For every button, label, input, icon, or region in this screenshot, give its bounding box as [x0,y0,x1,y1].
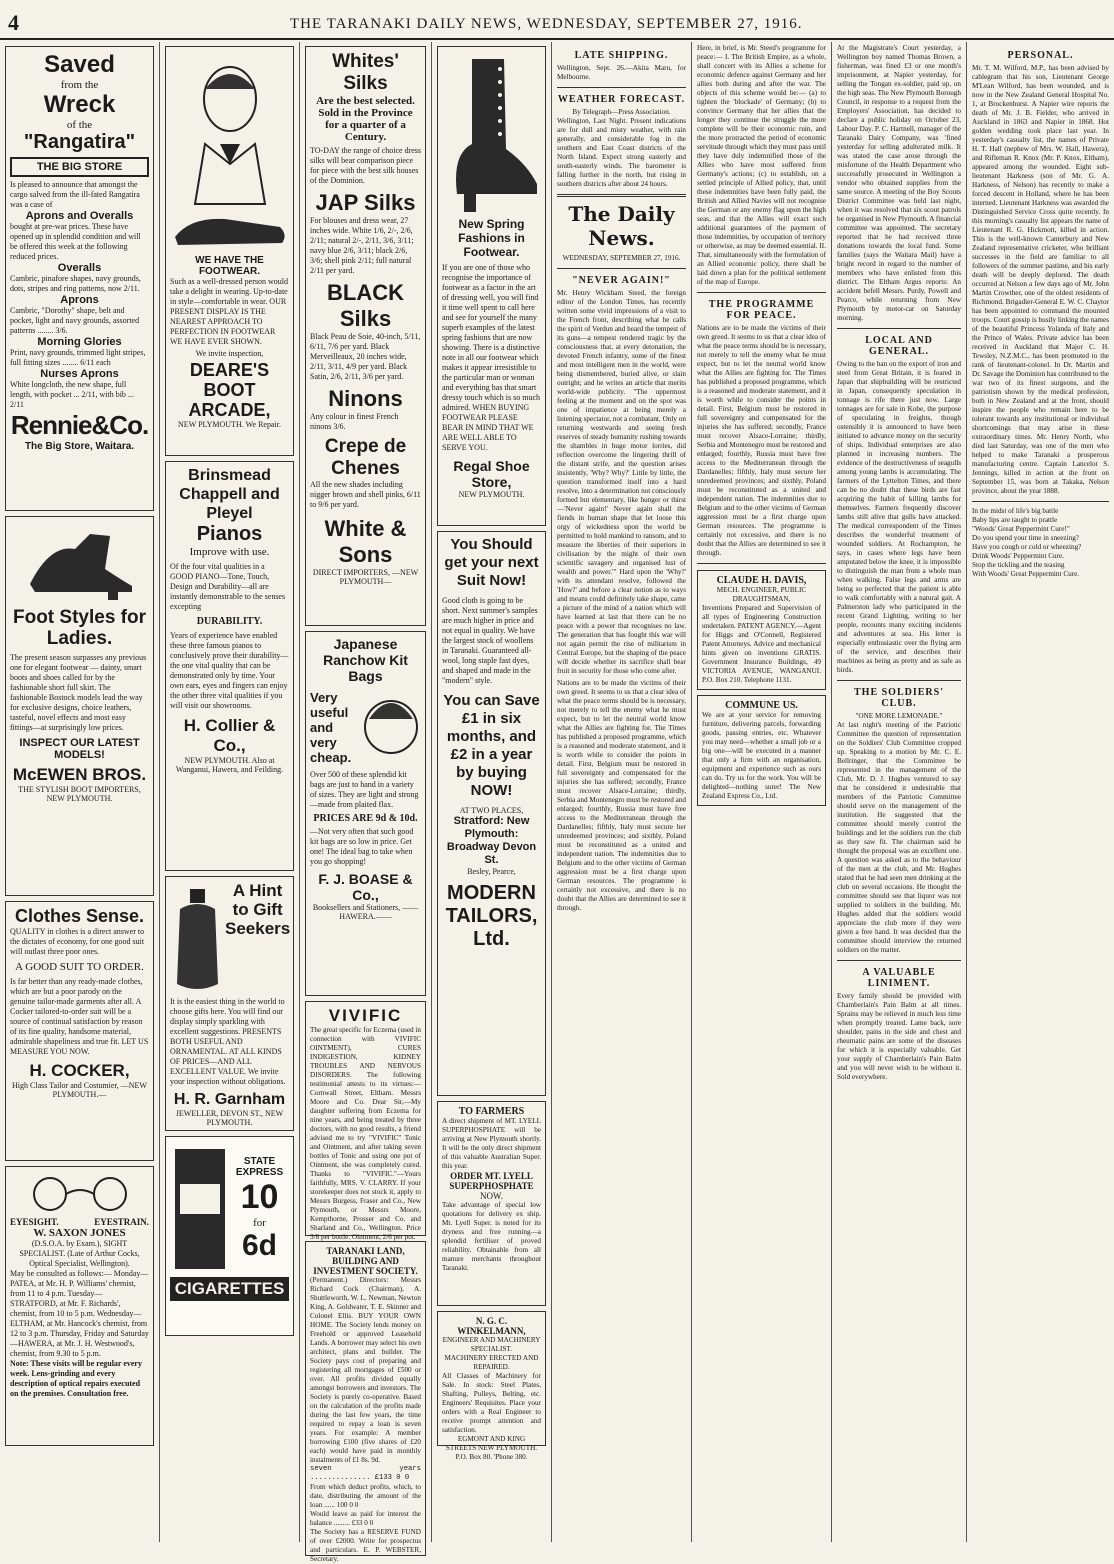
taranaki-land-ad [305,1241,426,1563]
rhyme-line: Do you spend your time in sneezing? [972,534,1079,542]
rennie-ad [5,46,154,511]
peace-programme-body: Nations are to be made the victims of their own greed. It seems to us that a clear idea of what the peace terms should be is necessary, not merely to tell the enemy what he must expect, but to let the neutral world know what the Allies are fighting for. The Times has published a proposed programme, which is a reasoned and moderate statement, and it is worth while to consider the points in detail. First, Belgium must be restored in full sovereignty and compensated for the injuries she has suffered; secondly, France must recover Alsace-Lorraine; thirdly, Serbia and Montenegro must be restored and enlarged; fourthly, Russia must have free access to the Mediterranean through the Dardanelles; fifthly, Italy must secure her unredeemed provinces; and sixthly, Poland must be reconstituted as a united and independent nation. The indemnities due to Belgium and to the other victims of German aggression must be a first charge upon German resources. The programme is certainly not excessive, and there is no doubt that the Allies are determined to see it through. [697,324,826,557]
state-express-brand: STATE EXPRESS [235,1155,284,1178]
davis-body: Inventions Prepared and Supervision of all types of Engineering Construction undertaken. PATENT AGENCY.—Agent for Higgs and O'Connell, Registered Patent Attorneys. Advice and mechanical hints given on inventions GRATIS. Government Insurance Buildings, 49 VICTORIA AVENUE, WANGANUI. P.O. Box 210. Telephone 1131. [702,604,821,684]
peace-lead-body: Here, in brief, is Mr. Steed's programme for peace:— I. The British Empire, as a whole, shall concert with its Allies a scheme for economic defence against Germany and her allies both during and after the war. The objects of this scheme would be:— (a) to tighten the 'blockade' of Germany; (b) to convince Germany that her allies that the longer they continue the struggle the more complete will be their economic ruin, and the more protracted the period of economic servitude through which they must pass until they have duly indemnified those of the Allies who have most suffered from Germany's actions; (c) to establish, on a settled principle of Allied policy, that, until these indemnities have been fully paid, the British and Allied Navies will not recognise the German or any enemy flag upon the high seas, and that the Allies will exact such additional guarantees of the payment of those indemnities, by occupation of territory or otherwise, as may be deemed essential. II. That, simultaneously with the formulation of an Allied economic policy, there shall be laid down a plan for the political settlement of the map of Europe. [697,44,826,286]
taranaki-land-paid: Would leave as paid for interest the balance ......... £33 0 0 [310,1510,421,1527]
rennie-h1: Aprons and Overalls [25,210,134,222]
whites-body: Are the best selected. Sold in the Province for a quarter of a Century. [316,95,415,143]
column-1 [0,42,160,1542]
vivific-ad [305,1001,426,1241]
commune-body: We are at your service for removing furniture, delivering parcels, forwarding goods, passing entries, etc. Whatever you may need—whether a small job or a big one—will be executed in a manner that only a firm with an organisation, equipment and experience such as ours can do. Try us for the work. You will be delighted—nothing surer! The New Zealand Express Co., Ltd. [702,711,821,800]
taranaki-land-title: TARANAKI LAND, BUILDING AND INVESTMENT SOCIETY. [313,1246,418,1276]
whites-jap: JAP Silks [315,190,416,215]
rennie-p3: Cambric, "Dorothy" shape, belt and pocket, light and navy grounds, assorted patterns ........ 3/6. [10,306,140,335]
taranaki-land-body: (Permanent.) Directors: Messrs Richard Cock (Chairman), A. Shuttleworth, W. L. Newman, Newton King, A. Goldwater, T. E. Skinner and Colonel Ellis. BUY YOUR OWN HOME. The Society lends money on Freehold or approved Leasehold Lands. A borrower may select his own architect, plans and builder. The Society pays cost of preparing and registering all mortgages of £500 or over. All profits divided equally amongst borrowers and investors. The Society is purely co-operative. Based on the calculation of the profits made during the last few years, the time required to repay a loan is seven years. For example: A member borrowing £100 (five shares of £20 each) would have paid in monthly instalments of £1 8s. 9d. [310,1276,421,1464]
rennie-from: from the [60,79,99,91]
jones-sub: (D.S.O.A. by Exam.), SIGHT SPECIALIST. (Late of Arthur Cocks, Optical Specialist, Wellington). [19,1239,140,1268]
column-5 [552,42,692,1542]
personal-heading: PERSONAL. [1007,50,1074,61]
late-shipping-body: Wellington, Sept. 26.—Akita Maru, for Melbourne. [557,64,686,81]
mcewen-title: Foot Styles for Ladies. [12,607,146,649]
ranchow-body: Over 500 of these splendid kit bags are just to hand in a variety of sizes. They are light and strong—made from plaited flax. [310,770,419,809]
brinsmead-ad [165,461,294,871]
weather-body: Wellington, Last Night. Present indications are for dull and misty weather, with rain generally, and considerable fog in the southern and East Coast districts of the North Island. Expect strong easterly and south-easterly winds. The barometer is falling further in the north, but rising in southern districts after about 24 hours. [557,117,686,188]
ranchow-prices: PRICES ARE 9d & 10d. [313,813,418,824]
whites-brand: White & Sons [324,516,407,567]
whites-crepe: Crepe de Chenes [324,436,407,479]
daily-news-title: The Daily News. [568,202,675,250]
state-express-ad [165,1136,294,1336]
ranchow-ad [305,631,426,996]
whites-jap-body: For blouses and dress wear, 27 inches wide. White 1/6, 2/-, 2/6, 2/11; natural 2/-, 2/11, 3/6, 3/11; navy blue 2/6, 3/11; black 2/6, 3/6; shell pink 2/11; full natural 2/11 per yard. [310,216,414,275]
modern-tailors-ad [437,531,546,1096]
brinsmead-brand: H. Collier & Co., [183,716,276,755]
peace-programme-heading: THE PROGRAMME FOR PEACE. [708,299,815,321]
garnham-ad [165,876,294,1131]
jones-note: Note: These visits will be regular every week. Lens-grinding and every description of optical repairs executed on the premises. Consultation free. [10,1359,142,1398]
deare-ad [165,46,294,456]
winkelmann-addr: EGMONT AND KING STREETS NEW PLYMOUTH. [445,1435,538,1452]
rhyme-line: In the midst of life's big battle [972,507,1059,515]
rennie-brand: Rennie&Co. [10,410,149,440]
cocker-ad [5,901,154,1161]
ranchow-body2: —Not very often that such good kit bags are so low in price. Get one! The ideal bag to take when you go shopping! [310,827,414,866]
soldiers-club-sub: "ONE MORE LEMONADE." [855,712,943,720]
commune-title: COMMUNE US. [725,700,798,711]
masthead [0,0,1114,40]
woman-portrait-illustration [361,687,421,767]
late-shipping-heading: LATE SHIPPING. [574,50,669,61]
weather-heading: WEATHER FORECAST. [557,94,686,105]
spectacles-illustration [15,1174,145,1214]
commune-ad [697,695,826,806]
rhyme-line: Baby lips are taught to prattle [972,516,1058,524]
brinsmead-sub: NEW PLYMOUTH. Also at Wanganui, Hawera, and Feilding. [175,756,284,774]
davis-sub: MECH. ENGINEER, PUBLIC DRAUGHTSMAN, [716,586,807,603]
rennie-h4: Morning Glories [37,336,122,348]
cocker-body: QUALITY in clothes is a direct answer to the dictates of economy, for one good suit will outlast three poor ones. [10,927,145,956]
soldiers-club-body: At last night's meeting of the Patriotic Committee the question of representation on the Soldiers' Club Committee cropped up. Speaking to a motion by Mr. C. E. Bellringer, that the Committee be represented in the management of the Club, Mr. D. J. Hughes ventured to say that he considered it undesirable that members of the Patriotic Committee should serve on the management of the institution. He suggested that the committee should merely control the buildings and let the soldiers run the club as they saw fit. The chairman said he thought the proposal was an excellent one. A question was asked as to the behaviour of the men at the club, and Mr. Hughes stated that he had seen men drinking at the club on several occasions. He thought the committee should see that liquor was not supplied to soldiers in the building. Mr. Hughes added that the soldiers would appreciate the club more if they were given a free hand. It was decided that the committee should interview the returned soldiers on the matter. [837,721,961,954]
vivific-title: VIVIFIC [328,1006,403,1025]
whites-silks: Whites' Silks [332,51,399,94]
davis-ad [697,570,826,690]
whites-ninons-body: Any colour in finest French ninons 3/6. [310,412,399,431]
deare-brand: DEARE'S BOOT ARCADE, [188,360,271,420]
ranchow-brand: F. J. BOASE & Co., [318,871,413,903]
column-4 [432,42,552,1542]
lyell-ad [437,1101,546,1306]
mcewen-inspect: INSPECT OUR LATEST MODELS! [19,737,140,761]
ladies-shoe-illustration [20,524,140,604]
never-again-heading: "NEVER AGAIN!" [572,275,671,286]
tailors-two: AT TWO PLACES, [459,806,524,815]
state-express-for: for [253,1216,266,1229]
local-general-body: Owing to the ban on the export of iron and steel from Great Britain, it is feared in Japan that shipbuilding will be restricted in Japan, consequently speculation in tonnage is rife there just now. Large tonnages are for sale in Kobe, the purpose of speculating in freights, though ostensibly it is announced to have been initiated to advance money on the security of ships. Individual enterprises are also planned in increasing numbers. The evidence of the destructiveness of seagulls among young lambs is accumulating. The farmers of the Lyttelton Times, and there can be no doubt that these birds are fast acquiring the habit of killing lambs for themselves. Farmers frequently discover lambs still alive that gulls have attacked. The medical correspondent of the Times describes the wonderful treatment of wounded soldiers. At Rochampton, he says, in cases where legs have been amputated below the knee, it is impossible to distinguish the man from a whole man when walking. False legs and arms are being so perfected that the patient is able to walk comfortably with a natural gait. A Palmerston lady who participated in the recent Grand Lighting, writing to her people, recounts many exciting incidents and adventures at sea. His letter is especially enthusiastic over the flying arm of the service, and describes their machines as being as pretty and as safe as birds. [837,360,961,674]
lyell-now: NOW. [480,1191,503,1201]
rhyme-line: "Woods' Great Peppermint Cure!" [972,525,1070,533]
vivific-body: The great specific for Eczema (used in connection with VIVIFIC OINTMENT), CURES INDIGESTION, KIDNEY TROUBLES AND NERVOUS DISORDERS. The following testimonial attests to its virtues:— Cornwall Street, Eltham. Messrs Moore and Co. Dear Sir,—My daughter suffering from Eczema for nine years, and being treated by three doctors, with no good results, a friend advised me to try "VIVIFIC" Tonic and Ointment, and after taking seven bottles of Tonic and using one pot of Ointment, she was completely cured. Thanks to "VIVIFIC."—Yours faithfully, MRS. V. CLARRY. If your storekeeper does not stock it, apply to Messrs Burgess, Fraser and Co., New Plymouth, or Messrs Moore, Kempthorne, Prosser and Co. and Sharland and Co., Wellington. Price 3/6 per bottle. Ointment, 2/6 per pot. [310,1026,421,1241]
winkelmann-ad [437,1311,546,1461]
whites-ad [305,46,426,626]
tailors-managers: Besley, Pearce, [467,867,516,876]
tailors-head: You Should get your next Suit Now! [444,536,539,589]
column-3 [300,42,432,1563]
cocker-sub: High Class Tailor and Costumier, —NEW PLYMOUTH.— [12,1081,147,1099]
ranchow-sub: Booksellers and Stationers, ——HAWERA.—— [312,903,419,921]
never-again-body: Mr. Henry Wickham Steed, the foreign editor of the London Times, has recently written some vivid impressions of a visit to the French front, describing what he calls the spirit of Verdun and heard the tempest of its guns—a tempest rendered tragic by the consciousness that, at every detonation, the devoted French infantry, some of the finest and most intelligent men in the world, were being dismembered, buried alive, or slain outright; and he writes an article that merits world-wide publicity. "The uppermost feeling at the moment and on the spot was one of impatience at being merely a listening spectator, not a combatant. Only on returning westwards and seeing fresh reserves of steady humanity rushing towards the shambles in huge motor lorries, did reflection overcome the lingering thrill of the distant strife, and the question arises insistently, 'Why? Why?' Little by little, the question transformed itself into a hard resolve, into a determination not consciously formed but elementary, like hunger or thirst—'Never again!' Never again shall the fiends in human shape that let loose this orgy of wickedness upon the world be permitted to hold mankind to ransom, and to measure the liberties of their superiors in civilisation by the might of their own scientific savagery and organised lust of wealth and power.'" Hard upon the 'Why?' with its attendant resolve, followed the 'How?' and before a clear notion as to ways and means could definitely take shape, came a picture of the mind of a nation which will have learned at last that there can be no peace with a power that recognises no law. The generation that has fought this war will not again permit the rise of militarism in Central Europe, but the shaping of the peace will decide whether its sacrifice shall bear fruit in security for those who come after. [557,289,686,675]
column-2 [160,42,300,1542]
rennie-footer: The Big Store, Waitara. [24,441,135,452]
ladies-boot-illustration [442,54,542,214]
issue-date: WEDNESDAY, SEPTEMBER 27, 1916. [562,254,681,262]
state-express-price: 6d [241,1228,277,1262]
tailors-brand: MODERN TAILORS, Ltd. [445,882,538,950]
mcewen-brand: McEWEN BROS. [12,765,147,784]
brinsmead-pianos: Pianos [196,523,263,545]
whites-sub: DIRECT IMPORTERS, —NEW PLYMOUTH— [312,568,419,586]
brinsmead-improve: Improve with use. [189,546,270,558]
personal-body: Mr. T. M. Wilford, M.P., has been advised by cablegram that his son, Lieutenant George M'Lean Wilford, has been wounded, and is now in the New Zealand General Hospital No. 1, at Brockenhurst. A Napier wire reports the death of Mr. J. B. Fielder, who arrived in Auckland in 1863 and Napier in 1868. Hot golden wedding took place last year. In yesterday's casualty list, the names of Private H. T. Hall (nephew of Mrs. W. Hall, Hawera), and Rifleman R. Knox (Mr. P. Knox, Eltham), appeared among the wounded. Eight sub-lieutenant Harkness (son of Mr. G. A. Harkness, of Nelson) has recently to make a forced descent in Holland, where he has been interned. Lieutenant Harkness was awarded the Distinguished Service Cross quite recently. In this morning's casualty list appears the name of Lieutenant R. G. Hickmott, killed in action. This is the well-known Canterbury and New Zealand representative cricketer, who brilliant successes in the field are familiar to all followers of the summer pastime, and his early death will be deeply deplored. The death occurred at Nelson a few days ago of Mr. John Martin Crowther, one of the oldest residents of Richmond. Brigadier-General E. W. C. Chaytor has been appointed to command the mounted troops. Court gossip is busily linking the names of the beautiful Princess Yolanda of Italy and the Prince of Wales. Private advice has been received in Auckland that Major C. H. Tewsley, N.Z.M.C., has been promoted to the rank of lieutenant-colonel. In Dr. Martin and Dr. Savage the Dominion has contributed to the war two of its finest surgeons, and the patriotism shown by the medical profession, both in New Zealand and at the front, should inspire the people who remain here to be tolerant towards any institutional or individual shortcomings that may arise in these extraordinary times. Mr. Henry North, who died last Saturday, was one of the men who helped to make Taranaki a prosperous manufacturing centre. Captain Lancelot S. Jennings, killed in action at the front on September 15, was born at Takaka, Nelson province, about the year 1888. [972,64,1109,495]
tailors-places: Stratford: New Plymouth: Broadway Devon St. [446,815,537,866]
regal-ad [437,46,546,526]
ranchow-very: Very useful and very cheap. [310,689,352,765]
whites-crepe-body: All the new shades including nigger brown and shell pinks, 6/11 to 9/6 per yard. [310,480,421,509]
jones-eyestrain: EYESTRAIN. [94,1217,149,1227]
lyell-body2: Take advantage of special low quotations for delivery ex ship. Mt. Lyell Super. is noted for its dryness and free running—a splendid fertiliser of proved reliability. Obtainable from all manure merchants throughout Taranaki. [442,1201,541,1272]
cocker-title: Clothes Sense. [14,906,145,926]
deare-body: Such as a well-dressed person would take a delight in wearing. Up-to-date in style—comfortable in wear. OUR PRESENT DISPLAY IS THE NEAREST APPROACH TO PERFECTION IN FOOTWEAR WE HAVE EVER SHOWN. [170,277,288,346]
mcewen-sub: THE STYLISH BOOT IMPORTERS, NEW PLYMOUTH. [18,785,141,803]
deare-invite: We invite inspection, [195,349,264,358]
lyell-order: ORDER MT. LYELL [450,1171,533,1181]
cocker-good: A GOOD SUIT TO ORDER. [15,961,144,973]
rennie-p2: Cambric, pinafore shapes, navy grounds, dots, stripes and ring patterns, now 2/11. [10,274,141,293]
brinsmead-body2: Years of experience have enabled these three famous pianos to conclusively prove their durability—the one vital quality that can be demonstrated only by time. Your own ears, eyes and fingers can enjoy the other three vital qualities if you will visit our showrooms. [170,631,289,710]
mcewen-ad [5,516,154,896]
taranaki-land-seven: seven years .............. £133 0 0 [310,1465,421,1482]
winkelmann-name: N. G. C. WINKELMANN, [457,1316,526,1336]
tailors-save: You can Save £1 in six months, and £2 in a year by buying NOW! [443,692,540,799]
state-express-count: 10 [240,1177,279,1216]
brinsmead-dur: DURABILITY. [196,616,263,627]
rennie-of: of the [66,119,93,131]
whites-black-body: Black Peau de Soie, 40-inch, 5/11, 6/11, 7/6 per yard. Black Merveilleaux, 20 inches wide, 2/11, 3/11, 4/9 per yard. Black Satin, 2/6, 2/11, 3/6 per yard. [310,332,421,381]
jones-name: W. SAXON JONES [33,1227,126,1239]
whites-today: TO-DAY the range of choice dress silks will bear comparison piece for piece with the best silk houses of the Dominion. [310,146,422,185]
ranchow-title: Japanese Ranchow Kit Bags [323,636,408,684]
winkelmann-body: All Classes of Machinery for Sale. In stock: Steel Plates, Shafting, Pulleys, Belting, etc. Engineers' Requisites. Place your orders with a Real Engineer to receive prompt attention and satisfaction. [442,1372,541,1434]
cocker-body2: Is far better than any ready-made clothes, which are but a poor parody on the genuine tailor-made garments after all. A Cocker tailored-to-order suit will be a source of continual satisfaction by reason of its fine quality, handsome material, admirable shapeliness and true fit. LET US MEASURE YOU NOW. [10,977,149,1056]
rennie-h2: Overalls [57,262,102,274]
davis-name: CLAUDE H. DAVIS, [716,575,807,586]
brinsmead-title: Brinsmead Chappell and Pleyel [179,467,280,522]
rennie-banner: THE BIG STORE [10,157,149,177]
taranaki-land-reserve: The Society has a RESERVE FUND of over £2000. Write for prospectus and particulars. E. P. WEBSTER, Secretary. [310,1528,421,1563]
rennie-saved: Saved [44,51,115,78]
taranaki-land-from: From which deduct profits, which, to date, distributing the amount of the loan ...... 100 0 0 [310,1483,421,1509]
lyell-super: SUPERPHOSPHATE [449,1181,534,1191]
masthead-title: THE TARANAKI DAILY NEWS, WEDNESDAY, SEPTEMBER 27, 1916. [290,16,803,32]
regal-body: If you are one of those who recognise the importance of footwear as a factor in the art of dressing well, you will find it time well spent to call here and see for yourself the many superb examples of the latest spring fashions that are now showing. There is a distinctive note in all our footwear which makes it appear irresistible to the particular man or woman and everything has that smart dressy touch which is so much admired. WHEN BUYING FOOTWEAR PLEASE BEAR IN MIND THAT WE ARE WELL ABLE TO SERVE YOU. [442,263,540,452]
commentary-body: Nations are to be made the victims of their own greed. It seems to us that a clear idea of what the peace terms should be is necessary, not merely to tell the enemy what he must expect, but to let the neutral world know what the Allies are fighting for. The Times has published a proposed programme, which is a reasoned and moderate statement, and it is worth while to consider the points in detail. First, Belgium must be restored in full sovereignty and compensated for the injuries she has suffered; secondly, France must recover Alsace-Lorraine; thirdly, Serbia and Montenegro must be restored and enlarged; fourthly, Russia must have free access to the Mediterranean through the Dardanelles; fifthly, Italy must secure her unredeemed provinces; and sixthly, Poland must be reconstituted as a united and independent nation. The indemnities due to Belgium and to the other victims of German aggression must be a first charge upon German resources. The programme is certainly not excessive, and there is no doubt that the Allies are determined to see it through. [557,679,686,912]
rennie-p1: bought at pre-war prices. These have opened up in splendid condition and will be offered this week at the following reduced prices. [10,222,141,261]
jones-body: May be consulted as follows:— Monday—PATEA, at Mr. H. P. Williams' chemist, from 11 to 4 p.m. Tuesday—STRATFORD, at Mr. F. Richards', chemist, from 10 to 5 p.m. Wednesday—ELTHAM, at Mr. Hancock's chemist, from 12 to 3 p.m. Thursday, Friday and Saturday—HAWERA, at Mr. J. H. Westwood's, chemist, from 9.30 to 5 p.m. [10,1269,149,1358]
deare-head: WE HAVE THE FOOTWEAR. [195,255,264,277]
cigarette-pack-illustration [170,1144,230,1274]
perfume-bottle-illustration [170,884,225,994]
rhyme-line: Stop the tickling and the teasing [972,561,1065,569]
whites-black: BLACK Silks [327,280,404,331]
regal-sub: NEW PLYMOUTH. [458,490,525,499]
page-number: 4 [8,10,19,35]
lyell-title: TO FARMERS [458,1106,525,1117]
rhyme-line: With Woods' Great Peppermint Cure. [972,570,1080,578]
rennie-ship: "Rangatira" [23,131,136,153]
garnham-sub: JEWELLER, DEVON ST., NEW PLYMOUTH. [175,1109,284,1127]
state-express-word: CIGARETTES [170,1277,289,1301]
rhyme-line: Have you cough or cold or wheezing? [972,543,1082,551]
winkelmann-box: P.O. Box 80. 'Phone 380. [455,1453,528,1461]
rennie-h3: Aprons [60,294,99,306]
rhyme-line: Drink Woods' Peppermint Cure. [972,552,1065,560]
court-body: At the Magistrate's Court yesterday, a Wellington boy named Thomas Brown, a fisherman, was fined £3 or one month's imprisonment, at Napier yesterday, for selling the Tongan ex-soldier, paid up, on the high seas. The New Plymouth Borough Council, in response to a request from the Employers' Association, has decided to declare a public holiday on October 23, Labour Day. P. C. Hartnell, manager of the Taranaki Dairy Company, was 'fined yesterday for selling adulterated milk. It was stated the case arose through the misfortune of the Health Department who successfully prosecuted in Wellington a vendor who obtained supplies from the same source. A meeting of the Boy Scouts District Committee was held last night, when it was resolved that six scout patrols be organised in New Plymouth. A financial committee was appointed. The secretary reported that he had received three donations towards the local fund. Some families (says the Waitara Mail) have a bright record in regard to the number of members who have enlisted from this district. The Eltham Argus reports: An accident befell Messrs. Purdy, Powell and Pearce, while returning from New Plymouth by motor-car on Saturday morning. [837,44,961,322]
rennie-wreck: Wreck [43,91,116,118]
mcewen-body: The present season surpasses any previous one for elegant footwear — dainty, smart boots and shoes called for by the fashionable short full skirt. The fashionable Bostock models lead the way for exclusive designs, choice leathers, tasteful, novel effects and most easy fittings—at surprisingly low prices. [10,653,147,732]
cocker-brand: H. COCKER, [29,1061,130,1080]
rennie-intro: Is pleased to announce that amongst the cargo salved from the ill-fated Rangatira was a case of [10,180,140,209]
weather-byline: By Telegraph—Press Association. [572,108,671,116]
rennie-h5: Nurses Aprons [40,368,119,380]
local-general-heading: LOCAL AND GENERAL. [865,335,933,357]
regal-title: New Spring Fashions in Footwear. [458,217,525,259]
jones-eyesight: EYESIGHT. [10,1217,59,1227]
deare-sub: NEW PLYMOUTH. We Repair. [178,420,281,429]
soldiers-club-heading: THE SOLDIERS' CLUB. [854,687,944,709]
column-7 [832,42,967,1542]
jones-ad [5,1166,154,1446]
brinsmead-body: Of the four vital qualities in a GOOD PIANO—Tone, Touch, Design and Durability—all are instantly demonstrable to the senses excepting [170,562,286,611]
tailors-body: Good cloth is going to be short. Next summer's samples are much higher in price and not equal in quality. We have the largest stock of woollens in Taranaki. Guaranteed all-wool, long staple fast dyes, and shaped and made in the "modern" style. [442,596,538,685]
mens-shoe-illustration [170,207,290,252]
rennie-p5: White longcloth, the new shape, full length, with pocket ... 2/11, with bib ... 2/11 [10,380,134,409]
winkelmann-sub: ENGINEER AND MACHINERY SPECIALIST. [442,1336,541,1353]
garnham-brand: H. R. Garnham [173,1091,286,1108]
column-6 [692,42,832,1542]
winkelmann-repaired: MACHINERY ERECTED AND REPAIRED. [444,1354,539,1371]
garnham-title: A Hint to Gift Seekers [225,881,291,938]
regal-brand: Regal Shoe Store, [453,458,530,490]
column-8 [967,42,1114,1542]
gentleman-illustration [175,54,285,204]
garnham-body: It is the easiest thing in the world to choose gifts here. You will find our display simply sparkling with excellent suggestions. PRESENTS BOTH USEFUL AND ORNAMENTAL. AT ALL KINDS OF PRICES—AND ALL EXCELLENT VALUE. We invite your inspection without obligations. [170,997,286,1086]
rennie-p4: Print, navy grounds, trimmed light stripes, full fitting sizes ........ 6/11 each [10,348,146,367]
liniment-body: Every family should be provided with Chamberlain's Pain Balm at all times. Sprains may be relieved in much less time when promptly treated. Lame back, sore shoulder, pains in the side and chest and rheumatic pains are some of the diseases for which it is especially valuable. Get your supply of Chamberlain's Pain Balm and you will never wish to be without it. Sold everywhere. [837,992,961,1081]
peppermint-rhyme [972,507,1109,579]
liniment-heading: A VALUABLE LINIMENT. [862,967,936,989]
lyell-body: A direct shipment of MT. LYELL SUPERPHOSPHATE will be arriving at New Plymouth shortly. It will be the only direct shipment of this valuable Australian Super. this year. [442,1117,541,1170]
whites-ninons: Ninons [328,386,403,411]
